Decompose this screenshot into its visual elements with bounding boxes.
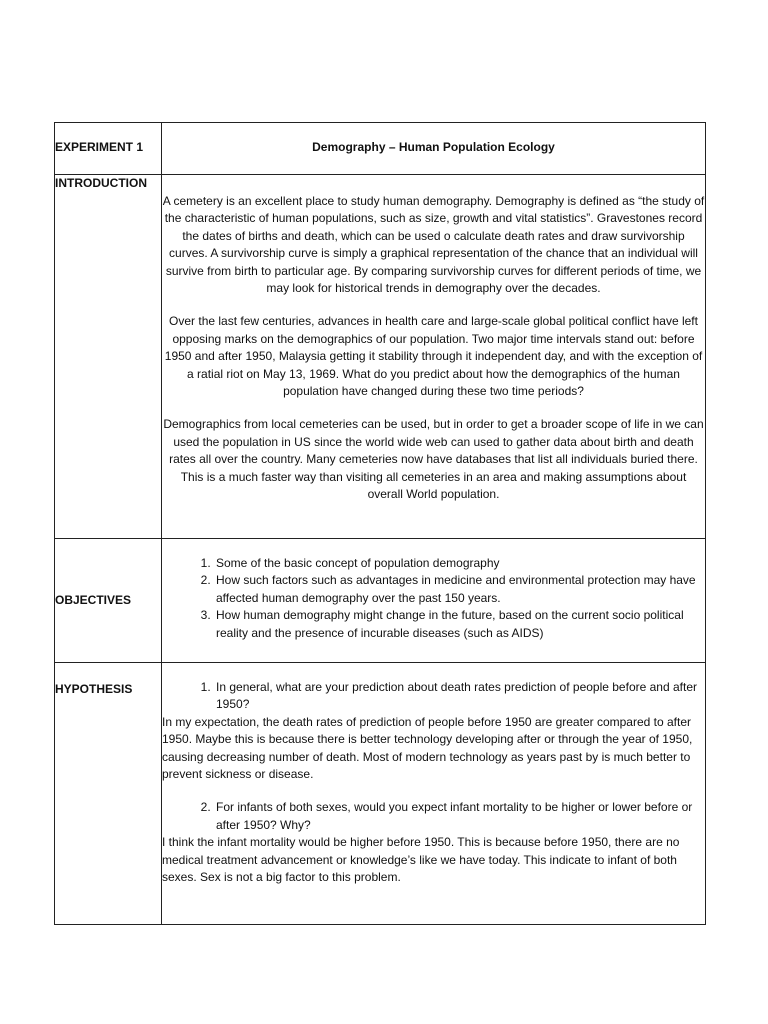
experiment-label-cell <box>55 123 162 175</box>
introduction-label: INTRODUCTION <box>55 176 147 190</box>
hypothesis-row <box>55 663 706 925</box>
experiment-label: EXPERIMENT 1 <box>55 139 144 154</box>
introduction-label-cell <box>55 175 162 539</box>
objective-item: 1. Some of the basic concept of population demography <box>214 555 705 572</box>
introduction-paragraph-2: Over the last few centuries, advances in health care and large-scale global political conflict have left opposing marks on the demographics of our population. Two major time intervals stand out: before 1950 and after 1950, Malaysia getting it stability through it independent day, and with the exception of a ratial riot on May 13, 1969. What do you predict about how the demographics of the human population have changed during these two time periods? <box>164 314 703 399</box>
hypothesis-label: HYPOTHESIS <box>55 682 133 696</box>
introduction-cell <box>162 175 706 539</box>
hypothesis-question-1-list <box>162 679 705 714</box>
hypothesis-cell <box>162 663 706 925</box>
title-cell <box>162 123 706 175</box>
hypothesis-label-cell <box>55 663 162 925</box>
introduction-paragraph-1: A cemetery is an excellent place to study human demography. Demography is defined as “the study of the characteristic of human populations, such as size, growth and vital statistics”. Gravestones record the dates of births and death, which can be used o calculate death rates and draw survivorship curves. A survivorship curve is simply a graphical representation of the chance that an individual will survive from birth to particular age. By comparing survivorship curves for different periods of time, we may look for historical trends in demography over the decades. <box>162 194 705 296</box>
objectives-label-cell <box>55 539 162 663</box>
objective-item: 2. How such factors such as advantages in medicine and environmental protection may have affected human demography over the past 150 years. <box>214 572 705 607</box>
hypothesis-answer-2: I think the infant mortality would be higher before 1950. This is because before 1950, there are no medical treatment advancement or knowledge’s like we have today. This indicate to infant of both sexes. Sex is not a big factor to this problem. <box>162 835 680 885</box>
experiment-table <box>54 122 706 925</box>
objectives-list <box>162 555 705 642</box>
objectives-label: OBJECTIVES <box>55 592 132 607</box>
document-title: Demography – Human Population Ecology <box>312 139 555 154</box>
hypothesis-question-1: 1. In general, what are your prediction about death rates prediction of people before and after 1950? <box>214 679 705 714</box>
objectives-cell <box>162 539 706 663</box>
hypothesis-answer-1: In my expectation, the death rates of prediction of people before 1950 are greater compared to after 1950. Maybe this is because there is better technology developing after or through the year of 1950, causing decreasing number of death. Most of modern technology as years past by is much better to prevent sickness or disease. <box>162 714 693 782</box>
objective-item: 3. How human demography might change in the future, based on the current socio political reality and the presence of incurable diseases (such as AIDS) <box>214 607 705 642</box>
hypothesis-question-2-list <box>162 799 705 834</box>
objectives-row <box>55 539 706 663</box>
header-row <box>55 123 706 175</box>
hypothesis-question-2: 2. For infants of both sexes, would you expect infant mortality to be higher or lower before or after 1950? Why? <box>214 799 705 834</box>
introduction-paragraph-3: Demographics from local cemeteries can be used, but in order to get a broader scope of life in we can used the population in US since the world wide web can used to gather data about birth and death rates all over the country. Many cemeteries now have databases that list all individuals buried there. This is a much faster way than visiting all cemeteries in an area and making assumptions about overall World population. <box>163 417 704 502</box>
introduction-row <box>55 175 706 539</box>
